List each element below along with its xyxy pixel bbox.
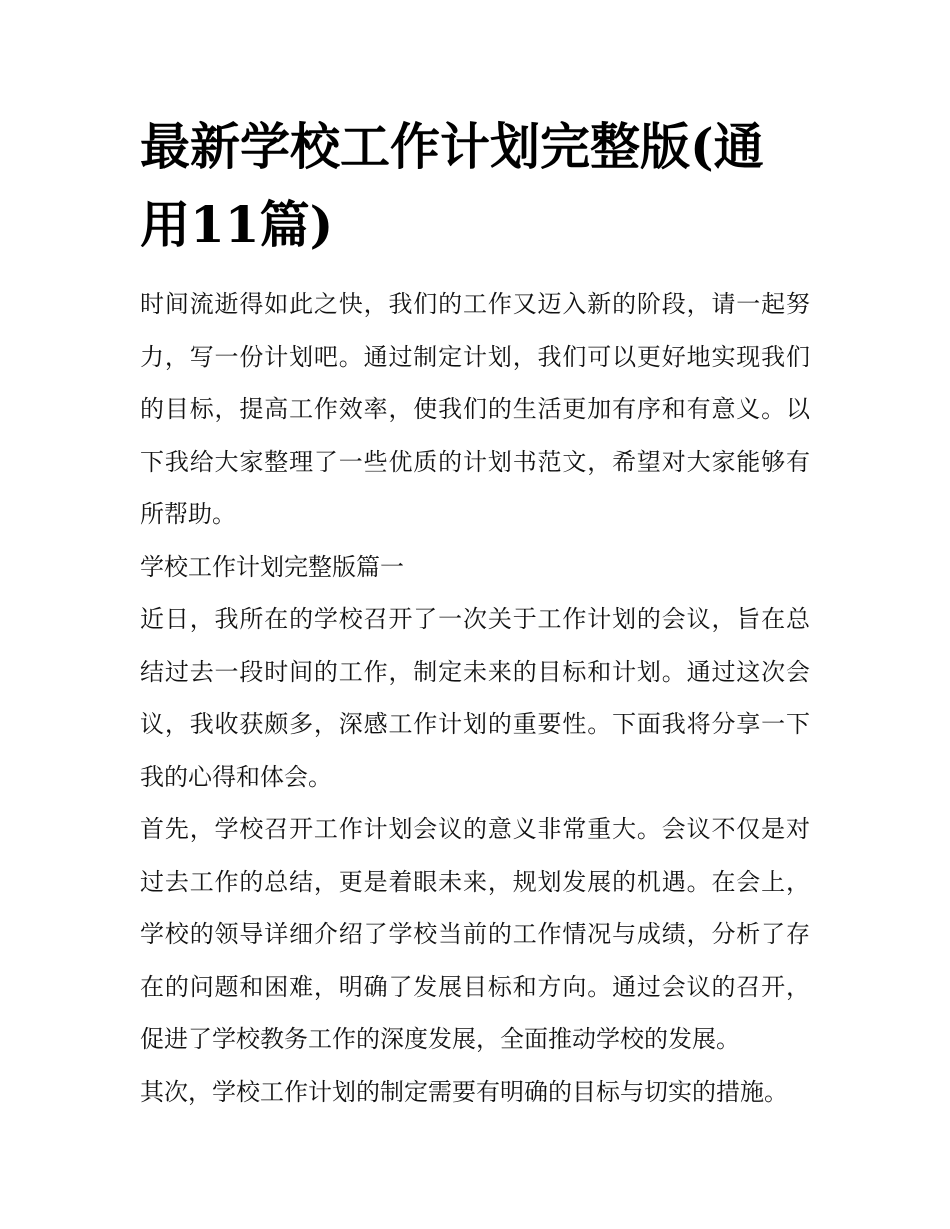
- section-heading: 学校工作计划完整版篇一: [140, 552, 404, 581]
- intro-paragraph: 时间流逝得如此之快，我们的工作又迈入新的阶段，请一起努力，写一份计划吧。通过制定计划，我们可以更好地实现我们的目标，提高工作效率，使我们的生活更加有序和有意义。以下我给大家整理了一些优质的计划书范文，希望对大家能够有所帮助。: [140, 290, 810, 528]
- document-title: 最新学校工作计划完整版(通用11篇): [140, 117, 764, 254]
- body-paragraph: 近日，我所在的学校召开了一次关于工作计划的会议，旨在总结过去一段时间的工作，制定未来的目标和计划。通过这次会议，我收获颇多，深感工作计划的重要性。下面我将分享一下我的心得和体会。: [140, 605, 810, 791]
- document-body: [140, 108, 810, 1118]
- body-paragraph: 首先，学校召开工作计划会议的意义非常重大。会议不仅是对过去工作的总结，更是着眼未来，规划发展的机遇。在会上，学校的领导详细介绍了学校当前的工作情况与成绩，分析了存在的问题和困难，明确了发展目标和方向。通过会议的召开，促进了学校教务工作的深度发展，全面推动学校的发展。: [140, 815, 810, 1053]
- body-paragraph: 其次，学校工作计划的制定需要有明确的目标与切实的措施。: [140, 1077, 788, 1106]
